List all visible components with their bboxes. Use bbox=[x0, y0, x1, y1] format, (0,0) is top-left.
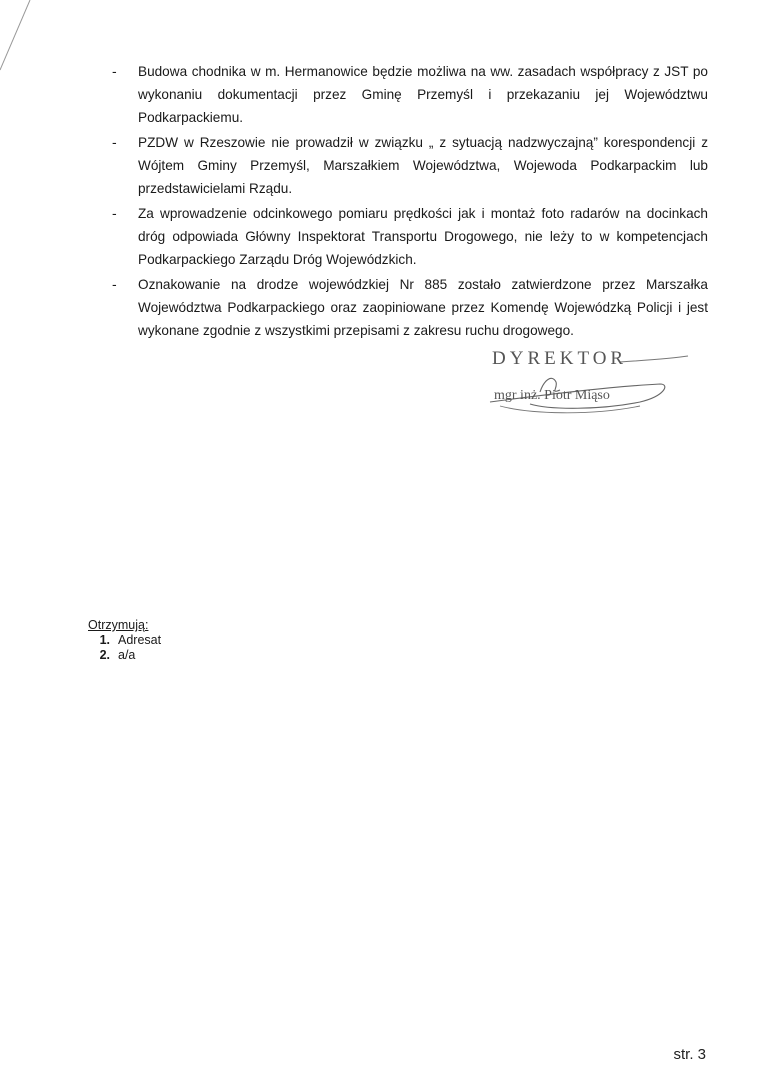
page-number: str. 3 bbox=[673, 1046, 706, 1063]
bullet-text: PZDW w Rzeszowie nie prowadził w związku „ z sytuacją nadzwyczajną” korespondencji z Wójtem Gminy Przemyśl, Marszałkiem Województwa, Wojewoda Podkarpackim lub przedstawicielami Rządu. bbox=[138, 135, 708, 196]
scan-edge-line bbox=[0, 0, 40, 90]
recipient-number: 1. bbox=[99, 633, 110, 647]
recipient-text: Adresat bbox=[118, 633, 162, 647]
recipient-text: a/a bbox=[118, 648, 136, 662]
recipient-number: 2. bbox=[99, 648, 110, 662]
recipients-label: Otrzymują: bbox=[88, 618, 149, 632]
recipient-item bbox=[88, 633, 161, 648]
signature-name: mgr inż. Piotr Miąso bbox=[494, 388, 610, 403]
bullet-text: Oznakowanie na drodze wojewódzkiej Nr 885 zostało zatwierdzone przez Marszałka Województwa Podkarpackiego oraz zaopiniowane przez Komendę Wojewódzką Policji i jest wykonane zgodnie z wszystkimi przepisami z zakresu ruchu drogowego. bbox=[138, 277, 708, 338]
signature-title: DYREKTOR bbox=[492, 348, 628, 369]
bullet-item bbox=[108, 131, 708, 200]
recipient-item bbox=[88, 648, 161, 663]
bullet-marker: - bbox=[112, 134, 117, 150]
bullet-list bbox=[108, 60, 708, 344]
bullet-text: Za wprowadzenie odcinkowego pomiaru prędkości jak i montaż foto radarów na docinkach dróg odpowiada Główny Inspektorat Transportu Drogowego, nie leży to w kompetencjach Podkarpackiego Zarządu Dróg Wojewódzkich. bbox=[138, 206, 708, 267]
recipients-block bbox=[88, 618, 161, 663]
bullet-marker: - bbox=[112, 63, 117, 79]
signature-stamp bbox=[470, 344, 700, 424]
bullet-item bbox=[108, 202, 708, 271]
bullet-item bbox=[108, 60, 708, 129]
bullet-text: Budowa chodnika w m. Hermanowice będzie możliwa na ww. zasadach współpracy z JST po wykonaniu dokumentacji przez Gminę Przemyśl i przekazaniu jej Województwu Podkarpackiemu. bbox=[138, 64, 708, 125]
recipients-list bbox=[88, 633, 161, 663]
bullet-marker: - bbox=[112, 276, 117, 292]
bullet-marker: - bbox=[112, 205, 117, 221]
bullet-item bbox=[108, 273, 708, 342]
